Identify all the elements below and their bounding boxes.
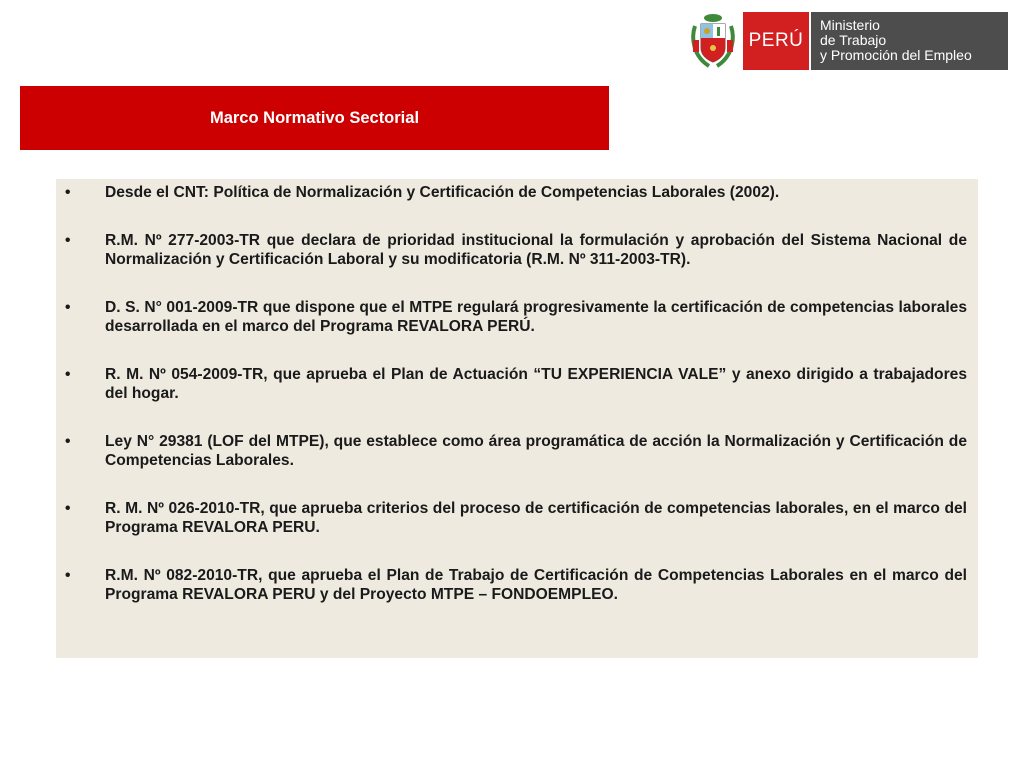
list-item bbox=[56, 231, 967, 269]
bullet-icon: • bbox=[65, 567, 71, 584]
list-item-text: R.M. Nº 082-2010-TR, que aprueba el Plan de Trabajo de Certificación de Competencias Laborales en el marco del Programa REVALORA PERU y del Proyecto MTPE – FONDOEMPLEO. bbox=[105, 567, 967, 603]
bullet-icon: • bbox=[65, 366, 71, 383]
bullet-icon: • bbox=[65, 433, 71, 450]
bullet-icon: • bbox=[65, 232, 71, 249]
ministry-logo bbox=[689, 12, 1008, 70]
list-item-text: R. M. Nº 026-2010-TR, que aprueba criterios del proceso de certificación de competencias laborales, en el marco del Programa REVALORA PERU. bbox=[105, 500, 967, 536]
list-item bbox=[56, 499, 967, 537]
list-item-text: Ley N° 29381 (LOF del MTPE), que establece como área programática de acción la Normalización y Certificación de Competencias Laborales. bbox=[105, 433, 967, 469]
list-item-text: R. M. Nº 054-2009-TR, que aprueba el Plan de Actuación “TU EXPERIENCIA VALE” y anexo dirigido a trabajadores del hogar. bbox=[105, 366, 967, 402]
list-item-text: D. S. N° 001-2009-TR que dispone que el MTPE regulará progresivamente la certificación de competencias laborales desarrollada en el marco del Programa REVALORA PERÚ. bbox=[105, 299, 967, 335]
list-item bbox=[56, 432, 967, 470]
country-label: PERÚ bbox=[743, 12, 809, 70]
list-item-text: R.M. Nº 277-2003-TR que declara de prioridad institucional la formulación y aprobación del Sistema Nacional de Normalización y Certificación Laboral y su modificatoria (R.M. Nº 311-2003-TR). bbox=[105, 232, 967, 268]
ministry-line-3: y Promoción del Empleo bbox=[820, 47, 972, 63]
coat-of-arms-icon bbox=[689, 12, 737, 70]
bullet-icon: • bbox=[65, 299, 71, 316]
ministry-line-2: de Trabajo bbox=[820, 32, 887, 48]
bullet-list bbox=[56, 183, 967, 604]
bullet-icon: • bbox=[65, 500, 71, 517]
slide-title: Marco Normativo Sectorial bbox=[20, 86, 609, 150]
list-item bbox=[56, 183, 967, 202]
list-item bbox=[56, 298, 967, 336]
ministry-name bbox=[811, 12, 1008, 70]
list-item bbox=[56, 566, 967, 604]
bullet-icon: • bbox=[65, 184, 71, 201]
list-item bbox=[56, 365, 967, 403]
list-item-text: Desde el CNT: Política de Normalización y Certificación de Competencias Laborales (2002). bbox=[105, 184, 780, 201]
content-panel bbox=[56, 179, 978, 658]
ministry-line-1: Ministerio bbox=[820, 17, 880, 33]
